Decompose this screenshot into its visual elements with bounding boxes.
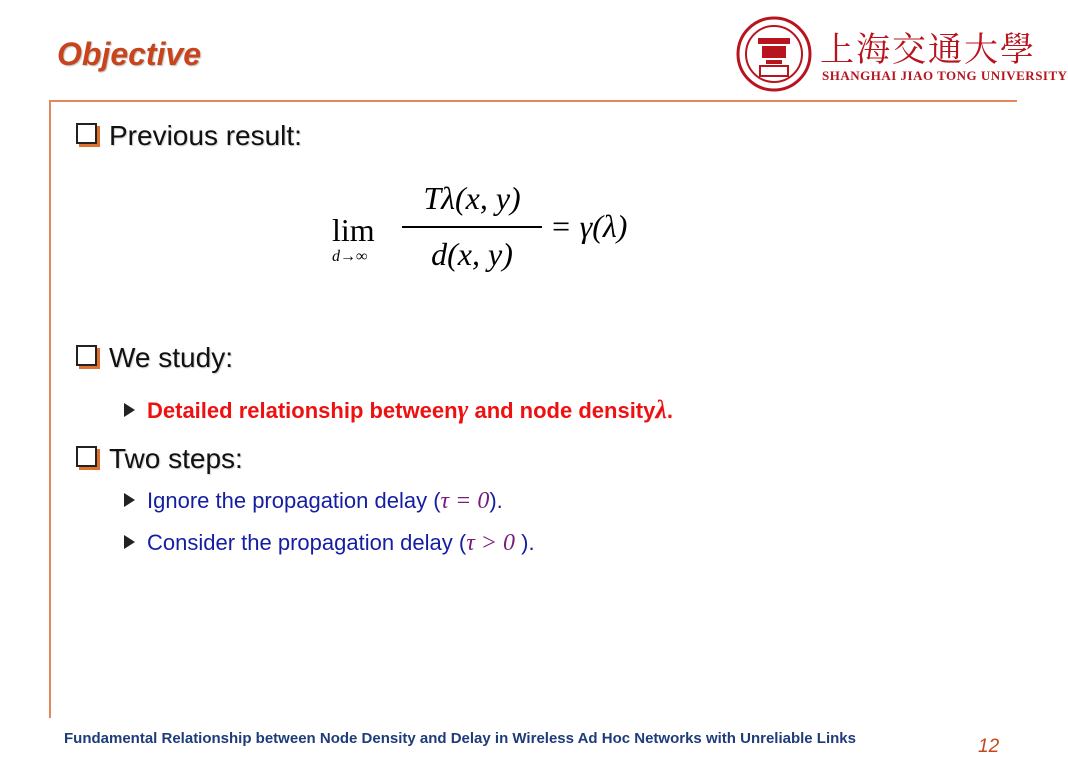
formula-denominator: d(x, y) <box>431 236 513 272</box>
formula-numerator: Tλ(x, y) <box>423 180 521 216</box>
formula-rhs: = γ(λ) <box>550 208 628 244</box>
university-name-cn: 上海交通大學 <box>820 30 1036 70</box>
formula-lim: lim <box>332 212 375 248</box>
checkbox-bullet-icon <box>76 446 97 467</box>
step-ignore-delay: Ignore the propagation delay (τ = 0). <box>124 488 503 515</box>
slide-footer: Fundamental Relationship between Node Density and Delay in Wireless Ad Hoc Networks with Unreliable Links <box>64 730 856 747</box>
university-logo <box>736 16 1068 92</box>
formula-lim-sub: d→∞ <box>332 248 368 265</box>
page-number: 12 <box>978 736 1000 757</box>
fraction-bar <box>402 226 542 228</box>
university-seal-icon <box>736 16 812 92</box>
checkbox-bullet-icon <box>76 123 97 144</box>
bullet-we-study: We study: <box>76 342 233 374</box>
checkbox-bullet-icon <box>76 345 97 366</box>
university-name-en: SHANGHAI JIAO TONG UNIVERSITY <box>822 68 1068 83</box>
arrow-bullet-icon <box>124 493 135 507</box>
arrow-bullet-icon <box>124 535 135 549</box>
slide-title: Objective <box>57 36 202 72</box>
arrow-bullet-icon <box>124 403 135 417</box>
bullet-previous-result: Previous result: <box>76 120 302 152</box>
limit-formula <box>330 176 670 286</box>
bullet-two-steps: Two steps: <box>76 443 243 475</box>
step-consider-delay: Consider the propagation delay (τ > 0 ). <box>124 530 535 557</box>
study-item: Detailed relationship betweenγ and node densityλ. <box>124 395 673 425</box>
horizontal-rule <box>51 100 1017 102</box>
vertical-rule <box>49 100 51 718</box>
